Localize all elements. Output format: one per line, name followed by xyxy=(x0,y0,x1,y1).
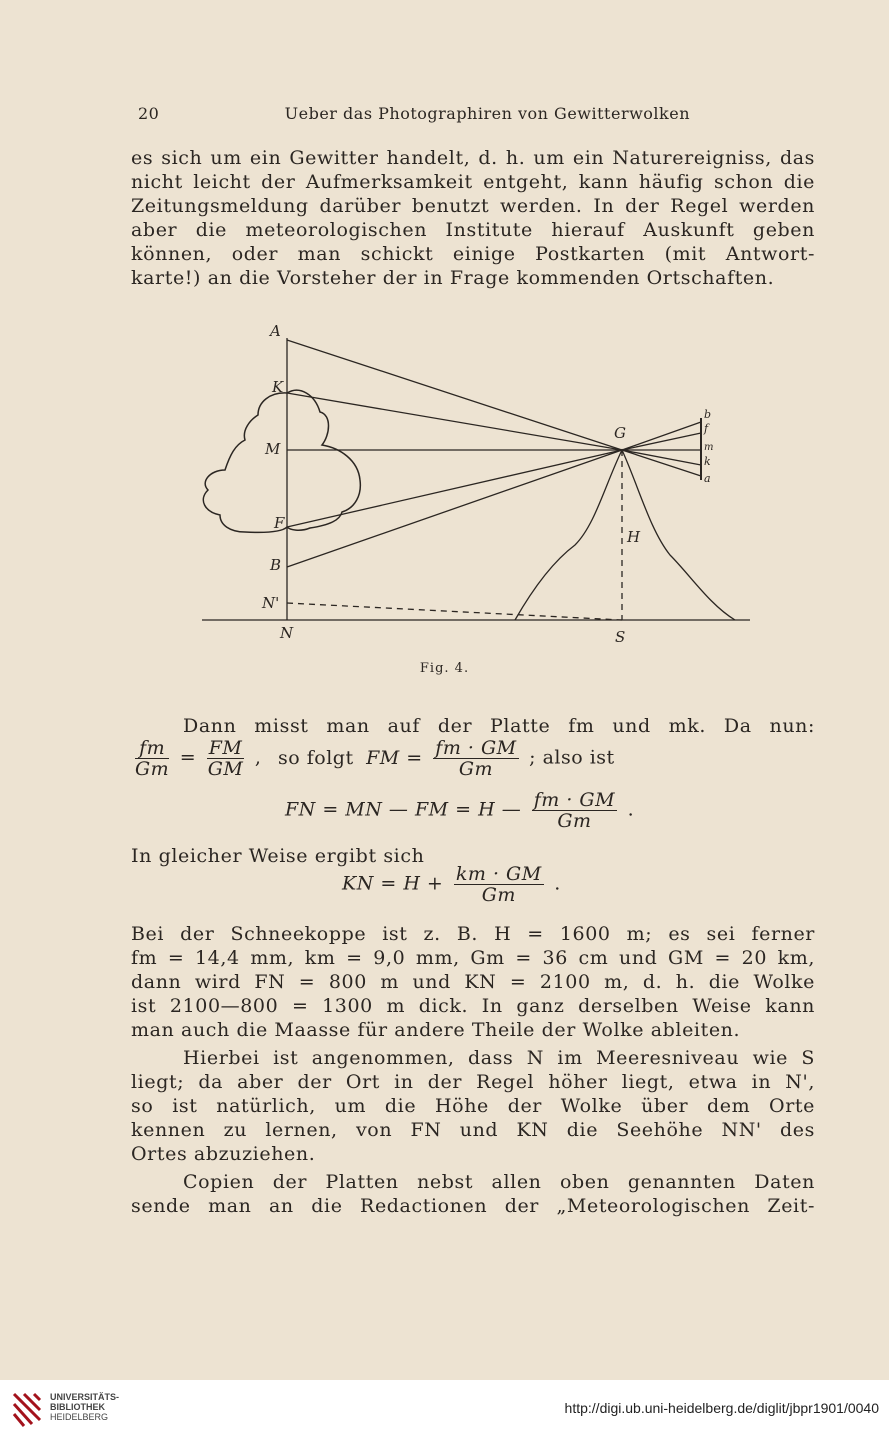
text-line: liegt; da aber der Ort in der Regel höher liegt, etwa in N', xyxy=(131,1071,815,1093)
text-line: dann wird FN = 800 m und KN = 2100 m, d. h. die Wolke xyxy=(131,971,815,993)
formula-ratio xyxy=(131,738,615,779)
logo-line: HEIDELBERG xyxy=(50,1412,109,1422)
ray-f xyxy=(287,450,622,527)
paragraph-2 xyxy=(131,714,815,738)
figure-4-diagram xyxy=(190,320,750,660)
paragraph-4 xyxy=(131,922,815,1042)
ray-b xyxy=(287,450,622,567)
frac-num: km · GM xyxy=(455,863,542,885)
text-line: so ist natürlich, um die Höhe der Wolke über dem Orte xyxy=(131,1095,815,1117)
text-line: können, oder man schickt einige Postkarten (mit Antwort- xyxy=(131,243,815,265)
text-line: sende man an die Redactionen der „Meteorologischen Zeit- xyxy=(131,1195,815,1217)
label-b-upper: B xyxy=(270,556,282,574)
frac-den: Gm xyxy=(458,758,494,780)
logo-line: UNIVERSITÄTS- xyxy=(50,1392,120,1402)
frac-den: Gm xyxy=(135,758,170,780)
text-line: kennen zu lernen, von FN und KN die Seehöhe NN' des xyxy=(131,1119,815,1141)
label-m-upper: M xyxy=(265,440,281,458)
label-s-upper: S xyxy=(615,628,626,646)
frac-num: fm · GM xyxy=(533,789,616,811)
so-folgt-text: so folgt xyxy=(278,746,354,769)
formula-end: . xyxy=(554,872,561,895)
fm-lhs: FM = xyxy=(366,746,423,769)
text-line: karte!) an die Vorsteher der in Frage kommenden Ortschaften. xyxy=(131,267,775,289)
label-n-prime: N' xyxy=(262,594,280,612)
frac-num: fm · GM xyxy=(435,737,517,759)
page-number: 20 xyxy=(138,104,160,123)
logo-line: BIBLIOTHEK xyxy=(50,1402,105,1412)
also-ist-text: ; also ist xyxy=(529,746,615,769)
comma: , xyxy=(254,746,262,769)
equals-sign: = xyxy=(179,746,197,769)
frac-den: Gm xyxy=(557,810,592,832)
text-line: es sich um ein Gewitter handelt, d. h. um ein Naturereigniss, das xyxy=(131,147,815,169)
text-line: In gleicher Weise ergibt sich xyxy=(131,845,425,867)
frac-den: GM xyxy=(207,758,244,780)
running-title: Ueber das Photographiren von Gewitterwolken xyxy=(284,104,690,123)
text-line: ist 2100—800 = 1300 m dick. In ganz derselben Weise kann xyxy=(131,995,815,1017)
formula-fn xyxy=(285,790,634,831)
figure-caption: Fig. 4. xyxy=(419,661,470,676)
formula-lhs: KN = H + xyxy=(342,872,444,895)
ray-k xyxy=(287,393,622,450)
label-a-lower: a xyxy=(704,472,711,485)
dashed-line-n-prime xyxy=(287,603,622,620)
cloud-outline xyxy=(203,390,360,532)
paragraph-1 xyxy=(131,146,815,290)
label-b-lower: b xyxy=(704,408,712,421)
text-line: Copien der Platten nebst allen oben genannten Daten xyxy=(183,1171,815,1193)
label-h-upper: H xyxy=(627,528,641,546)
frac-den: Gm xyxy=(481,884,516,906)
text-line: Dann misst man auf der Platte fm und mk. Da nun: xyxy=(183,715,815,737)
library-logo-text xyxy=(50,1392,119,1422)
text-line: nicht leicht der Aufmerksamkeit entgeht, kann häufig schon die xyxy=(131,171,815,193)
formula-kn xyxy=(342,864,561,905)
label-k-lower: k xyxy=(704,455,711,468)
library-logo-icon xyxy=(10,1390,44,1430)
label-g-upper: G xyxy=(614,424,626,442)
text-line: fm = 14,4 mm, km = 9,0 mm, Gm = 36 cm und GM = 20 km, xyxy=(131,947,815,969)
label-f-upper: F xyxy=(274,514,285,532)
ray-a xyxy=(287,340,622,450)
label-a-upper: A xyxy=(270,322,281,340)
label-k-upper: K xyxy=(272,378,284,396)
source-url[interactable]: http://digi.ub.uni-heidelberg.de/diglit/jbpr1901/0040 xyxy=(564,1400,879,1416)
label-n-upper: N xyxy=(280,624,294,642)
text-line: man auch die Maasse für andere Theile der Wolke ableiten. xyxy=(131,1019,741,1041)
text-line: Zeitungsmeldung darüber benutzt werden. In der Regel werden xyxy=(131,195,815,217)
paragraph-6 xyxy=(131,1170,815,1218)
frac-num: fm xyxy=(135,738,169,759)
text-line: Ortes abzuziehen. xyxy=(131,1143,316,1165)
label-f-lower: f xyxy=(704,422,709,435)
text-line: aber die meteorologischen Institute hierauf Auskunft geben xyxy=(131,219,815,241)
formula-end: . xyxy=(627,798,635,821)
formula-lhs: FN = MN — FM = H — xyxy=(285,798,522,821)
frac-num: FM xyxy=(208,737,243,759)
text-line: Bei der Schneekoppe ist z. B. H = 1600 m; es sei ferner xyxy=(131,923,815,945)
text-line: Hierbei ist angenommen, dass N im Meeresniveau wie S xyxy=(183,1047,815,1069)
paragraph-5 xyxy=(131,1046,815,1166)
library-footer xyxy=(0,1380,889,1440)
label-m-lower: m xyxy=(704,442,714,453)
